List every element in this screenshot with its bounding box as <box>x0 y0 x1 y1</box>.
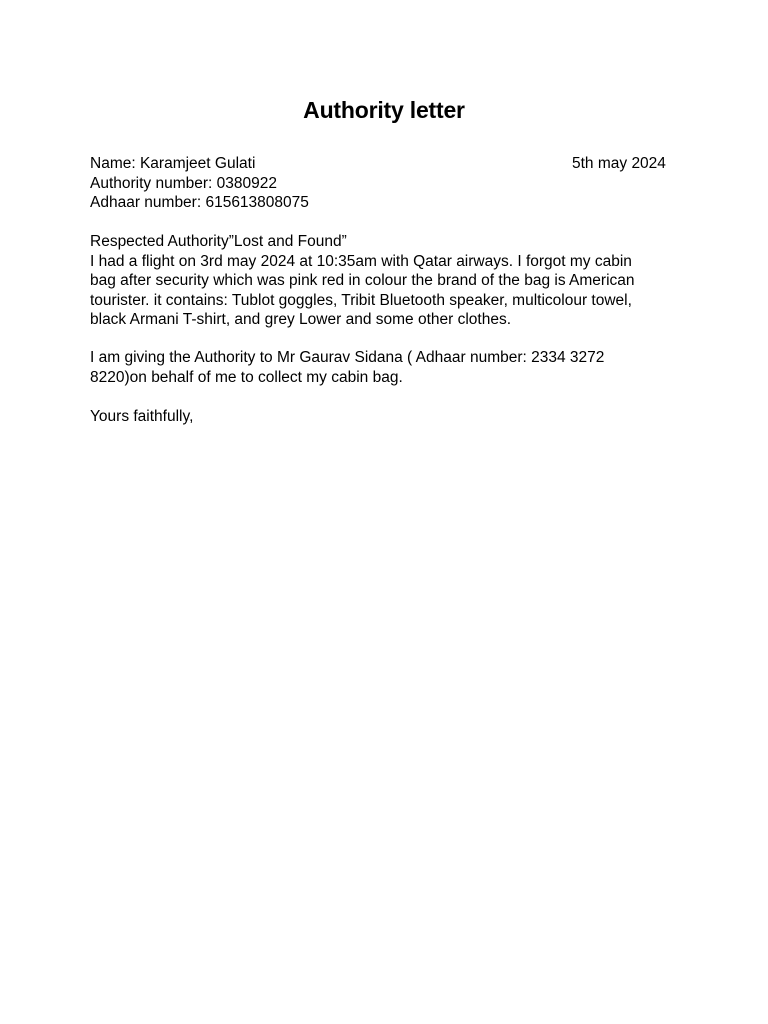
letter-body-first <box>90 232 635 330</box>
adhaar-number: Adhaar number: 615613808075 <box>90 194 309 211</box>
closing-block <box>90 407 193 427</box>
closing: Yours faithfully, <box>90 408 194 425</box>
document-title: Authority letter <box>303 97 465 123</box>
sender-name: Name: Karamjeet Gulati <box>90 155 256 172</box>
paragraph-line: bag after security which was pink red in colour the brand of the bag is American <box>90 272 635 289</box>
paragraph-line: I had a flight on 3rd may 2024 at 10:35am with Qatar airways. I forgot my cabin <box>90 252 632 270</box>
letter-date: 5th may 2024 <box>572 155 666 172</box>
paragraph-line: black Armani T-shirt, and grey Lower and some other clothes. <box>90 311 512 328</box>
salutation: Respected Authority”Lost and Found” <box>90 233 347 250</box>
paragraph-line: 8220)on behalf of me to collect my cabin bag. <box>90 368 403 386</box>
letter-body-second <box>90 348 604 387</box>
sender-details <box>90 154 309 213</box>
authority-number: Authority number: 0380922 <box>90 174 277 192</box>
paragraph-line: tourister. it contains: Tublot goggles, Tribit Bluetooth speaker, multicolour towel, <box>90 291 632 309</box>
paragraph-line: I am giving the Authority to Mr Gaurav Sidana ( Adhaar number: 2334 3272 <box>90 349 605 366</box>
